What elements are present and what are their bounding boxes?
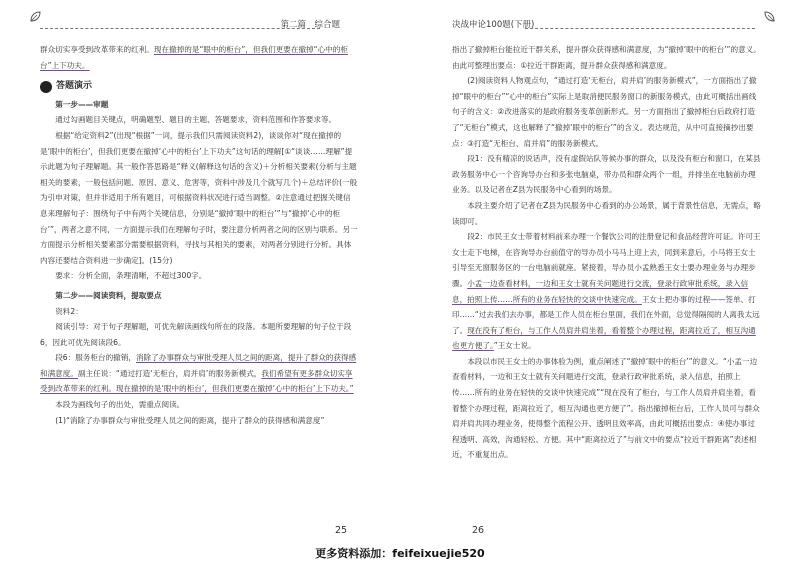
footer-contact: 更多资料添加：feifeixuejie520 bbox=[315, 547, 485, 560]
paragraph: (2)阅读资料人物观点句，“通过打造‘无柜台，肩并肩’的服务新模式”，一方面指出了撤掉“眼中的柜台”“心中的柜台”实际上是取消便民服务窗口的新服务模式，由此可概括出画线句子的含义：②改进落实的是政府服务变革创新形式。另一方面指出了撤掉柜台后政府打造了“无柜台”模式，这也解释了“撤掉‘眼中的柜台’”的含义。表达规范，从中可直接摘抄出要点：③打造“无柜台、肩并肩”的服务新模式。 bbox=[452, 76, 757, 148]
section-title: 答题演示 bbox=[40, 79, 358, 95]
paragraph: 指出了撤掉柜台能拉近干群关系，提升群众获得感和满意度，为“撤掉‘眼中的柜台’”的意义。由此可整理出要点：①拉近干群距离，提升群众获得感和满意度。 bbox=[452, 45, 761, 70]
leaf-icon bbox=[30, 11, 41, 22]
paragraph: 本段以市民王女士的办事体验为例，重点阐述了“撤掉‘眼中的柜台’”的意义。“小孟一边查看材料，一边和王女士就有关问题进行交流，登录行政审批系统，录入信息，拍照上传……所有的业务在轻快的交谈中快速完成”“现在没有了柜台，与工作人员肩并肩坐着，看着整个办理过程，距离拉近了，相互沟通也更方便了”。指出撤掉柜台后，工作人员可与群众肩并肩共同办理业务，使得整个流程公开、透明且效率高，由此可概括出要点：④使办事过程透明、高效，沟通轻松、方便。其中“距离拉近了”与前文中的要点“拉近干群距离”表述相近，不重复出点。 bbox=[452, 356, 760, 460]
paragraph: 群众切实享受到改革带来的红利。现在撤掉的是“眼中的柜台”，但我们更要在撤掉“心中的柜台”上下功夫。 bbox=[40, 45, 348, 70]
paragraph: 通过勾画题目关键点，明确题型、题目的主题、答题要求，资料范围和作答要求等。 bbox=[55, 115, 337, 125]
paragraph: 阅读引导：对于句子理解题，可优先解读画线句所在的段落。本题所要理解的句子位于段6，因此可优先阅读段6。 bbox=[40, 322, 352, 347]
right-body bbox=[452, 42, 762, 463]
paragraph: (1)“消除了办事群众与审批受理人员之间的距离，提升了群众的获得感和满意度” bbox=[55, 415, 325, 425]
paragraph: 本段为画线句子的出处，需重点阅读。 bbox=[55, 400, 185, 410]
paragraph: 段2：市民王女士带着材料前来办理一个餐饮公司的注册登记和食品经营许可证。许可王女士走下电梯，在咨询导办台前值守的导办员小马马上迎上去，同到来意后，小马将王女士引导至无窗服务区的一台电脑前就座。紧接着，导办员小孟熟悉王女士要办理业务与办理步骤。小孟一边查看材料，一边和王女士就有关问题进行交流，登录行政审批系统，录入信息，拍照上传……所有的业务在轻快的交谈中快速完成。王女士把办事的过程——签单、打印……“过去我们去办事，都是工作人员在柜台里面，我们在外面，总觉得隔阂的人离我太远了。现在没有了柜台，与工作人员肩并肩坐着，看着整个办理过程，距离拉近了，相互沟通也更方便了。”王女士说。 bbox=[452, 232, 761, 351]
page-number: 25 bbox=[335, 525, 348, 536]
running-header: 第二篇 综合题 bbox=[280, 20, 340, 30]
paragraph: 段6：服务柜台的撤销，消除了办事群众与审批受理人员之间的距离，提升了群众的获得感和满意度。副主任说：“通过打造‘无柜台，肩并肩’的服务新模式，我们希望有更多群众切实享受到改革带来的红利。现在撤掉的是‘眼中的柜台’，但我们更要在撤掉‘心中的柜台’上下功夫。” bbox=[40, 353, 357, 394]
left-body bbox=[40, 42, 358, 428]
header-rule bbox=[525, 28, 755, 29]
running-header: 决战申论100题(下册) bbox=[452, 20, 535, 30]
header-rule bbox=[40, 28, 320, 29]
step-heading: 第二步——阅读资料，提取要点 bbox=[55, 290, 162, 300]
paragraph: 本段主要介绍了记者在Z县为民服务中心看到的办公场景，属于背景性信息，无需点，略读即可。 bbox=[452, 200, 761, 226]
requirement: 要求：分析全面，条理清晰，不超过300字。 bbox=[55, 271, 207, 281]
material-label: 资料2： bbox=[55, 306, 83, 316]
right-page bbox=[400, 0, 800, 566]
paragraph: 段1：没有精凉的说话声，没有虚假站队等候办事的群众，以及没有柜台和窗口，在某县政务服务中心一个咨询导办台和多张电脑桌，带办员和群众两个一组，并排坐在电脑前办理业务。以及记者在Z县为民服务中心看到的场景。 bbox=[452, 154, 761, 195]
leaf-icon bbox=[764, 11, 775, 22]
question-paragraph: 根据“给定资料2”(出现“根据”一词，提示我们只需阅读资料2)，谈谈你对“现在撤掉的是‘眼中的柜台’，但我们更要在撤掉‘心中的柜台’上下功夫”这句话的理解[①“谈谈……理解”提示此题为句子理解题。其一般作答思路是“释义(解释这句话的含义)＋分析相关要素(分析与主题相关的要素，一般包括问题、原因、意义、危害等，资料中涉及几个就写几个)＋总结评价(一般为引申对策，但并非适用于所有题目，可根据资料状况进行适当调整。②注意通过把握关键信息来理解句子：围绕句子中有两个关键信息，分别是“撤掉‘眼中的柜台’”与“撤掉‘心中的柜台’”，两者之意不同，一方面提示我们在理解句子时，要注意分析两者之间的区别与联系。另一方面提示分析相关要素部分需要根据资料，寻找与其相关的要素，对两者分别进行分析。具体内容还要结合资料进一步确定]。(15分) bbox=[40, 130, 358, 265]
section-bullet-icon bbox=[40, 81, 52, 93]
page-number: 26 bbox=[472, 525, 485, 536]
step-heading: 第一步——审题 bbox=[55, 99, 109, 109]
